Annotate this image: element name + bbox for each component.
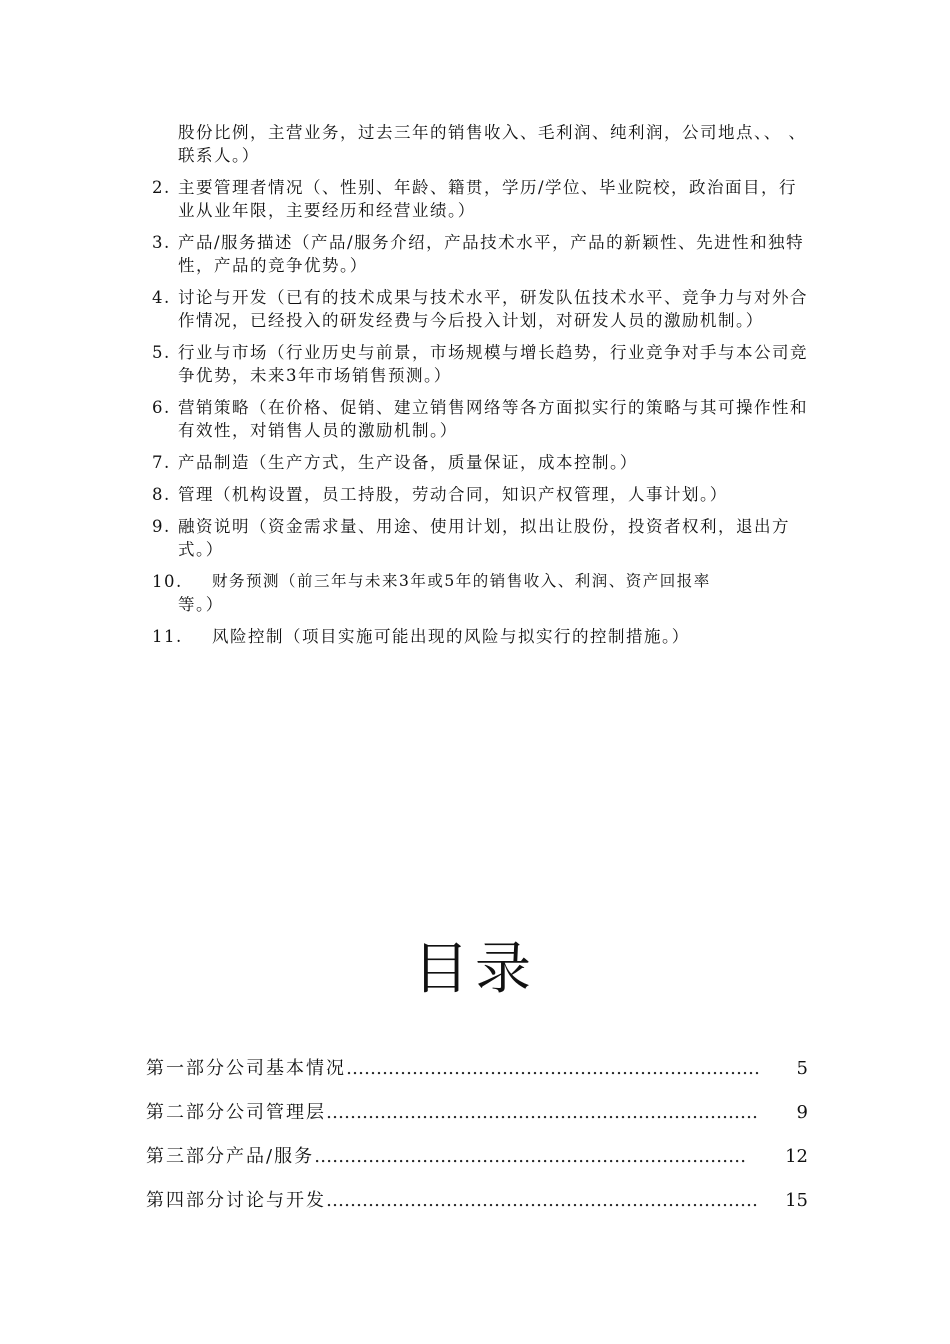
toc-page-number: 5 [796, 1058, 808, 1079]
table-of-contents [146, 1054, 808, 1230]
item-1-continuation: 股份比例，主营业务，过去三年的销售收入、毛利润、纯利润，公司地点、、 、联系人。） [178, 123, 807, 165]
item-text: 行业与市场（行业历史与前景，市场规模与增长趋势，行业竞争对手与本公司竞争优势，未来3年市场销售预测。） [178, 343, 808, 385]
item-number: 8. [152, 485, 171, 504]
item-text: 财务预测（前三年与未来3年或5年的销售收入、利润、资产回报率 [212, 572, 711, 590]
toc-entry[interactable] [146, 1142, 808, 1186]
item-number: 5. [152, 343, 171, 362]
list-item [152, 341, 812, 387]
list-item [152, 176, 812, 222]
toc-leader-dots: ……………………………………………………………… [326, 1190, 758, 1211]
business-plan-outline [152, 121, 812, 657]
item-number: 2. [152, 178, 171, 197]
item-text: 讨论与开发（已有的技术成果与技术水平，研发队伍技术水平、竞争力与对外合作情况，已经投入的研发经费与今后投入计划，对研发人员的激励机制。） [178, 288, 808, 330]
list-item [152, 515, 812, 561]
toc-entry-label: 第三部分产品/服务 [146, 1146, 315, 1167]
toc-leader-dots: ……………………………………………………………… [326, 1102, 758, 1123]
toc-page-number: 9 [796, 1102, 808, 1123]
item-text: 主要管理者情况（、性别、年龄、籍贯，学历/学位、毕业院校，政治面目，行业从业年限，主要经历和经营业绩。） [178, 178, 798, 220]
item-number: 11. [152, 627, 183, 646]
toc-page-number: 12 [785, 1146, 808, 1167]
toc-entry[interactable] [146, 1054, 808, 1098]
list-item [152, 231, 812, 277]
item-text: 营销策略（在价格、促销、建立销售网络等各方面拟实行的策略与其可操作性和有效性，对销售人员的激励机制。） [178, 398, 808, 440]
item-number: 6. [152, 398, 171, 417]
item-text: 风险控制（项目实施可能出现的风险与拟实行的控制措施。） [212, 627, 690, 646]
toc-title: 目录 [413, 937, 537, 1002]
list-item-10 [152, 570, 812, 616]
list-item-11 [152, 625, 812, 648]
item-number: 4. [152, 288, 171, 307]
item-text: 产品/服务描述（产品/服务介绍，产品技术水平，产品的新颖性、先进性和独特性，产品的竞争优势。） [178, 233, 805, 275]
item-number: 7. [152, 453, 171, 472]
item-text: 融资说明（资金需求量、用途、使用计划，拟出让股份，投资者权利，退出方式。） [178, 517, 790, 559]
toc-entry[interactable] [146, 1098, 808, 1142]
list-item [152, 286, 812, 332]
toc-entry-label: 第一部分公司基本情况 [146, 1058, 346, 1079]
list-item [152, 483, 812, 506]
toc-entry-label: 第四部分讨论与开发 [146, 1190, 326, 1211]
list-item [152, 396, 812, 442]
toc-page-number: 15 [785, 1190, 808, 1211]
toc-leader-dots: …………………………………………………………… [346, 1058, 760, 1079]
toc-leader-dots: ……………………………………………………………… [314, 1146, 747, 1167]
item-number: 9. [152, 517, 171, 536]
list-item [152, 451, 812, 474]
toc-entry[interactable] [146, 1186, 808, 1230]
item-text-continuation: 等。） [178, 595, 224, 614]
item-number: 3. [152, 233, 171, 252]
item-text: 管理（机构设置，员工持股，劳动合同，知识产权管理，人事计划。） [178, 485, 728, 504]
item-number: 10. [152, 572, 183, 591]
toc-entry-label: 第二部分公司管理层 [146, 1102, 326, 1123]
item-text: 产品制造（生产方式，生产设备，质量保证，成本控制。） [178, 453, 638, 472]
